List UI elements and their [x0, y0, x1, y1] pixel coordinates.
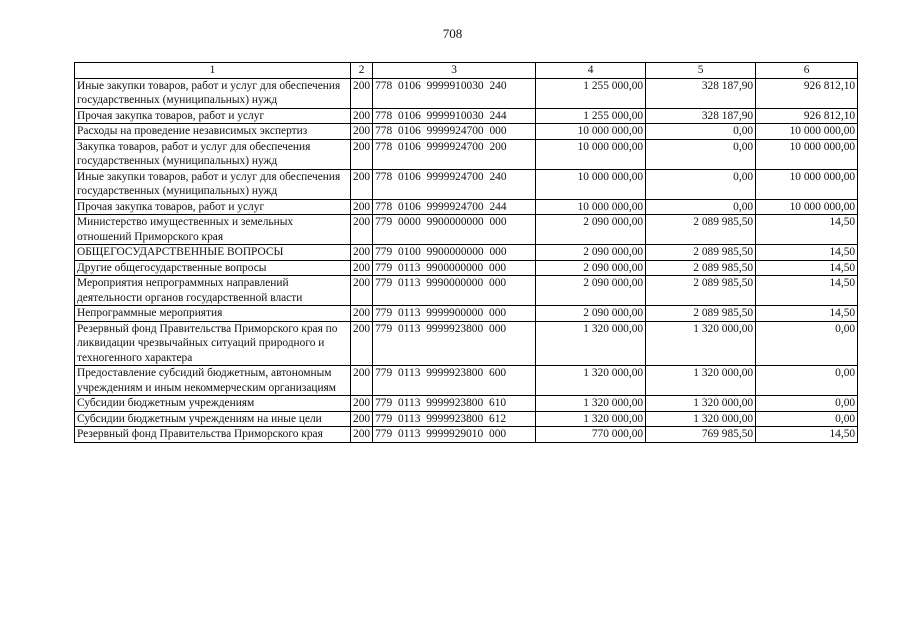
row-code-cell: 779 0100 9900000000 000: [373, 245, 536, 261]
row-name-cell: Прочая закупка товаров, работ и услуг: [75, 199, 351, 215]
table-row: [75, 139, 858, 169]
row-assigned-cell: 10 000 000,00: [536, 199, 646, 215]
table-row: [75, 124, 858, 140]
row-executed-cell: 328 187,90: [646, 78, 756, 108]
row-unexecuted-cell: 10 000 000,00: [756, 199, 858, 215]
row-col2-cell: 200: [351, 139, 373, 169]
table-row: [75, 306, 858, 322]
table-row: [75, 260, 858, 276]
row-col2-cell: 200: [351, 245, 373, 261]
row-unexecuted-cell: 926 812,10: [756, 78, 858, 108]
row-executed-cell: 0,00: [646, 124, 756, 140]
row-unexecuted-cell: 10 000 000,00: [756, 169, 858, 199]
row-code-cell: 779 0000 9900000000 000: [373, 215, 536, 245]
row-code-cell: 779 0113 9999929010 000: [373, 427, 536, 443]
row-assigned-cell: 2 090 000,00: [536, 215, 646, 245]
row-col2-cell: 200: [351, 396, 373, 412]
row-unexecuted-cell: 0,00: [756, 396, 858, 412]
table-row: [75, 78, 858, 108]
row-code-cell: 778 0106 9999924700 240: [373, 169, 536, 199]
table-row: [75, 215, 858, 245]
row-unexecuted-cell: 14,50: [756, 245, 858, 261]
table-row: [75, 411, 858, 427]
row-assigned-cell: 10 000 000,00: [536, 124, 646, 140]
row-name-cell: Министерство имущественных и земельных отношений Приморского края: [75, 215, 351, 245]
column-header: 6: [756, 63, 858, 79]
row-assigned-cell: 2 090 000,00: [536, 306, 646, 322]
row-name-cell: Субсидии бюджетным учреждениям: [75, 396, 351, 412]
row-name-cell: Иные закупки товаров, работ и услуг для обеспечения государственных (муниципальных) нужд: [75, 78, 351, 108]
row-assigned-cell: 2 090 000,00: [536, 245, 646, 261]
row-code-cell: 778 0106 9999924700 200: [373, 139, 536, 169]
row-executed-cell: 2 089 985,50: [646, 215, 756, 245]
column-header: 5: [646, 63, 756, 79]
table-row: [75, 366, 858, 396]
row-unexecuted-cell: 10 000 000,00: [756, 124, 858, 140]
row-name-cell: Резервный фонд Правительства Приморского края по ликвидации чрезвычайных ситуаций природного и техногенного характера: [75, 321, 351, 366]
row-unexecuted-cell: 0,00: [756, 366, 858, 396]
table-row: [75, 169, 858, 199]
row-assigned-cell: 1 320 000,00: [536, 366, 646, 396]
row-assigned-cell: 1 255 000,00: [536, 78, 646, 108]
row-col2-cell: 200: [351, 260, 373, 276]
row-unexecuted-cell: 0,00: [756, 321, 858, 366]
row-executed-cell: 1 320 000,00: [646, 366, 756, 396]
table-row: [75, 199, 858, 215]
row-assigned-cell: 10 000 000,00: [536, 139, 646, 169]
row-unexecuted-cell: 14,50: [756, 215, 858, 245]
row-assigned-cell: 2 090 000,00: [536, 276, 646, 306]
row-name-cell: Непрограммные мероприятия: [75, 306, 351, 322]
row-unexecuted-cell: 10 000 000,00: [756, 139, 858, 169]
row-assigned-cell: 1 320 000,00: [536, 411, 646, 427]
row-assigned-cell: 2 090 000,00: [536, 260, 646, 276]
column-header: 2: [351, 63, 373, 79]
row-code-cell: 779 0113 9999923800 612: [373, 411, 536, 427]
row-name-cell: Мероприятия непрограммных направлений деятельности органов государственной власти: [75, 276, 351, 306]
table-row: [75, 276, 858, 306]
row-executed-cell: 2 089 985,50: [646, 260, 756, 276]
table-row: [75, 427, 858, 443]
row-col2-cell: 200: [351, 169, 373, 199]
row-code-cell: 778 0106 9999910030 244: [373, 108, 536, 124]
table-row: [75, 108, 858, 124]
budget-table: [74, 62, 858, 443]
row-name-cell: Другие общегосударственные вопросы: [75, 260, 351, 276]
row-col2-cell: 200: [351, 411, 373, 427]
row-assigned-cell: 1 320 000,00: [536, 321, 646, 366]
page-number: 708: [442, 26, 463, 41]
row-assigned-cell: 10 000 000,00: [536, 169, 646, 199]
row-executed-cell: 1 320 000,00: [646, 411, 756, 427]
row-unexecuted-cell: 0,00: [756, 411, 858, 427]
row-col2-cell: 200: [351, 366, 373, 396]
row-col2-cell: 200: [351, 124, 373, 140]
row-code-cell: 779 0113 9999923800 000: [373, 321, 536, 366]
row-executed-cell: 2 089 985,50: [646, 245, 756, 261]
row-code-cell: 779 0113 9999900000 000: [373, 306, 536, 322]
row-executed-cell: 1 320 000,00: [646, 396, 756, 412]
row-name-cell: Субсидии бюджетным учреждениям на иные цели: [75, 411, 351, 427]
row-executed-cell: 0,00: [646, 199, 756, 215]
table-row: [75, 245, 858, 261]
row-unexecuted-cell: 926 812,10: [756, 108, 858, 124]
row-executed-cell: 328 187,90: [646, 108, 756, 124]
table-row: [75, 321, 858, 366]
row-code-cell: 778 0106 9999924700 000: [373, 124, 536, 140]
row-col2-cell: 200: [351, 321, 373, 366]
column-header: 3: [373, 63, 536, 79]
row-unexecuted-cell: 14,50: [756, 260, 858, 276]
row-col2-cell: 200: [351, 427, 373, 443]
row-unexecuted-cell: 14,50: [756, 306, 858, 322]
row-executed-cell: 2 089 985,50: [646, 276, 756, 306]
row-name-cell: Расходы на проведение независимых экспертиз: [75, 124, 351, 140]
row-name-cell: Иные закупки товаров, работ и услуг для обеспечения государственных (муниципальных) нужд: [75, 169, 351, 199]
row-name-cell: Резервный фонд Правительства Приморского края: [75, 427, 351, 443]
header-row: [75, 63, 858, 79]
table-body: [75, 63, 858, 443]
row-unexecuted-cell: 14,50: [756, 276, 858, 306]
row-col2-cell: 200: [351, 108, 373, 124]
row-code-cell: 778 0106 9999924700 244: [373, 199, 536, 215]
row-col2-cell: 200: [351, 78, 373, 108]
row-name-cell: ОБЩЕГОСУДАРСТВЕННЫЕ ВОПРОСЫ: [75, 245, 351, 261]
row-code-cell: 778 0106 9999910030 240: [373, 78, 536, 108]
row-col2-cell: 200: [351, 306, 373, 322]
row-assigned-cell: 1 320 000,00: [536, 396, 646, 412]
column-header: 4: [536, 63, 646, 79]
row-name-cell: Закупка товаров, работ и услуг для обеспечения государственных (муниципальных) нужд: [75, 139, 351, 169]
row-name-cell: Прочая закупка товаров, работ и услуг: [75, 108, 351, 124]
row-code-cell: 779 0113 9990000000 000: [373, 276, 536, 306]
row-name-cell: Предоставление субсидий бюджетным, автономным учреждениям и иным некоммерческим организациям: [75, 366, 351, 396]
row-executed-cell: 0,00: [646, 139, 756, 169]
row-executed-cell: 1 320 000,00: [646, 321, 756, 366]
row-code-cell: 779 0113 9999923800 610: [373, 396, 536, 412]
row-col2-cell: 200: [351, 276, 373, 306]
row-executed-cell: 2 089 985,50: [646, 306, 756, 322]
row-assigned-cell: 770 000,00: [536, 427, 646, 443]
row-code-cell: 779 0113 9999923800 600: [373, 366, 536, 396]
row-assigned-cell: 1 255 000,00: [536, 108, 646, 124]
row-executed-cell: 769 985,50: [646, 427, 756, 443]
column-header: 1: [75, 63, 351, 79]
row-col2-cell: 200: [351, 199, 373, 215]
row-col2-cell: 200: [351, 215, 373, 245]
row-code-cell: 779 0113 9900000000 000: [373, 260, 536, 276]
row-unexecuted-cell: 14,50: [756, 427, 858, 443]
row-executed-cell: 0,00: [646, 169, 756, 199]
table-row: [75, 396, 858, 412]
